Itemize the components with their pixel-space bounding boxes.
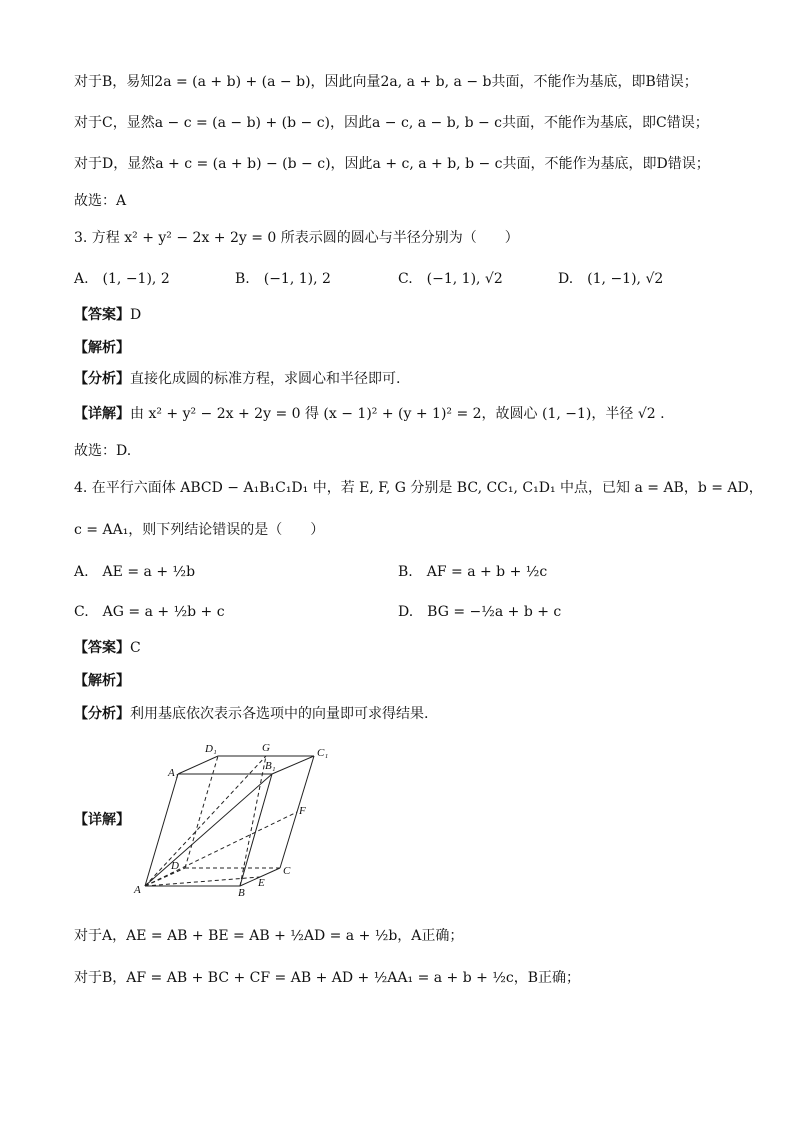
label-a: A	[134, 884, 141, 896]
fenxi-text: 利用基底依次表示各选项中的向量即可求得结果.	[130, 706, 429, 722]
segment-bg	[240, 756, 266, 886]
label-e: E	[258, 877, 265, 889]
edge-a1d1	[178, 756, 218, 774]
segment-ag	[145, 756, 266, 886]
q3-option-a: A. (1, −1), 2	[74, 271, 170, 287]
q3-answer	[74, 305, 141, 325]
label-f: F	[299, 805, 306, 817]
q4-option-c: C. AG = a + ½b + c	[74, 604, 225, 620]
edge-dd1	[185, 756, 218, 868]
edge-b1c1	[272, 756, 314, 774]
q4-option-d: D. BG = −½a + b + c	[398, 604, 562, 620]
detail-text: 由 x² + y² − 2x + 2y = 0 得 (x − 1)² + (y + 1)² = 2，故圆心 (1, −1)，半径 √2 .	[130, 406, 665, 422]
label-c1: C₁	[317, 747, 329, 759]
segment-ab1	[145, 774, 272, 886]
q4-option-b: B. AF = a + b + ½c	[398, 564, 548, 580]
q4-detail-tag: 【详解】	[74, 812, 130, 828]
answer-tag: 【答案】	[74, 640, 130, 656]
detail-tag: 【详解】	[74, 406, 130, 422]
q3-fenxi	[74, 369, 400, 389]
answer-value: C	[130, 640, 141, 656]
solution-line-b: 对于B，易知2a = (a + b) + (a − b)，因此向量2a, a + b, a − b共面，不能作为基底，即B错误；	[74, 74, 698, 90]
q4-answer	[74, 638, 141, 658]
question-4-line1: 4. 在平行六面体 ABCD − A₁B₁C₁D₁ 中，若 E, F, G 分别是 BC, CC₁, C₁D₁ 中点，已知 a = AB，b = AD，	[74, 480, 763, 496]
label-d: D	[171, 860, 179, 872]
fenxi-tag: 【分析】	[74, 706, 130, 722]
answer-tag: 【答案】	[74, 307, 130, 323]
label-b1: B₁	[265, 760, 276, 772]
q4-option-a: A. AE = a + ½b	[74, 564, 196, 580]
q3-option-c: C. (−1, 1), √2	[398, 271, 503, 287]
fenxi-tag: 【分析】	[74, 371, 130, 387]
edge-ad	[145, 868, 185, 886]
choose-answer-a: 故选：A	[74, 193, 127, 209]
q3-option-d: D. (1, −1), √2	[558, 271, 664, 287]
label-d1: D₁	[205, 743, 217, 755]
q4-analysis-tag: 【解析】	[74, 673, 130, 689]
q4-detail-line-a: 对于A，AE = AB + BE = AB + ½AD = a + ½b，A正确；	[74, 928, 464, 944]
label-b: B	[238, 887, 245, 898]
label-a1: A₁	[168, 767, 179, 779]
q3-option-b: B. (−1, 1), 2	[235, 271, 331, 287]
solution-line-c: 对于C，显然a − c = (a − b) + (b − c)，因此a − c, a − b, b − c共面，不能作为基底，即C错误；	[74, 115, 709, 131]
edge-bb1	[240, 774, 272, 886]
label-c: C	[283, 865, 291, 877]
label-g: G	[262, 742, 270, 754]
fenxi-text: 直接化成圆的标准方程，求圆心和半径即可.	[130, 371, 401, 387]
q4-fenxi	[74, 704, 428, 724]
segment-af	[145, 812, 297, 886]
solution-line-d: 对于D，显然a + c = (a + b) − (b − c)，因此a + c, a + b, b − c共面，不能作为基底，即D错误；	[74, 156, 710, 172]
answer-value: D	[130, 307, 142, 323]
choose-answer-d: 故选：D.	[74, 443, 132, 459]
parallelepiped-figure	[128, 738, 338, 898]
question-3: 3. 方程 x² + y² − 2x + 2y = 0 所表示圆的圆心与半径分别为（ ）	[74, 230, 519, 246]
q4-detail-line-b: 对于B，AF = AB + BC + CF = AB + AD + ½AA₁ = a + b + ½c，B正确；	[74, 970, 581, 986]
q3-detail	[74, 404, 665, 424]
q3-analysis-tag: 【解析】	[74, 340, 130, 356]
question-4-line2: c = AA₁，则下列结论错误的是（ ）	[74, 522, 325, 538]
